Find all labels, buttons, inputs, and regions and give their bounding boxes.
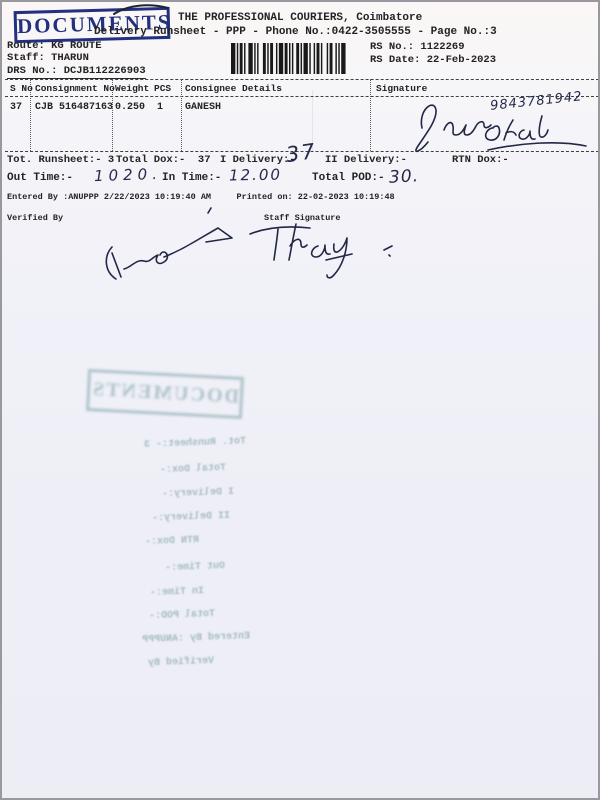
ii-delivery-label: II Delivery:-	[325, 154, 407, 166]
verified-by-signature	[90, 207, 260, 285]
staff-label: Staff: THARUN	[7, 52, 89, 64]
col-header-sno: S No	[10, 83, 33, 94]
bleedthrough-line: Total Dox:-	[159, 462, 227, 477]
i-delivery-label: I Delivery:-	[220, 154, 296, 166]
bleedthrough-line: Entered By :ANUPPP	[141, 631, 251, 646]
drs-number: DRS No.: DCJB112226903	[7, 65, 146, 79]
rs-number: RS No.: 1122269	[370, 41, 465, 53]
bleedthrough-line: II Delivery:-	[151, 510, 231, 525]
bleedthrough-line: Tot. Runsheet:- 3	[143, 436, 247, 451]
row-weight: 0.250	[115, 102, 146, 113]
col-header-consignee: Consignee Details	[185, 83, 282, 94]
bleedthrough-line: In Time:-	[149, 586, 205, 599]
col-header-weight: Weight	[115, 83, 150, 94]
rs-date: RS Date: 22-Feb-2023	[370, 54, 497, 66]
handwritten-i-delivery: 37	[284, 138, 319, 168]
handwritten-phone-number: 9843781942	[489, 89, 584, 114]
documents-stamp: DOCUMENTS	[14, 7, 171, 43]
bleedthrough-documents-stamp: DOCUMENTS	[86, 369, 244, 419]
route-label: Route: KG ROUTE	[7, 40, 102, 52]
bleedthrough-line: Total POD:-	[148, 608, 216, 623]
in-time-label: In Time:-	[162, 172, 222, 184]
bleedthrough-line: I Delivery:-	[161, 486, 235, 501]
runsheet-subtitle: Delivery Runsheet - PPP - Phone No.:0422-3505555 - Page No.:3	[94, 26, 497, 38]
col-header-consignment: Consignment No	[35, 83, 115, 94]
bleedthrough-line: RTN Dox:-	[144, 535, 200, 548]
staff-signature	[248, 220, 398, 280]
total-dox: Total Dox:- 37	[116, 154, 211, 166]
rtn-dox-label: RTN Dox:-	[452, 154, 509, 166]
row-consignee: GANESH	[185, 102, 222, 113]
row-sno: 37	[10, 102, 23, 113]
separator-top	[5, 79, 599, 80]
handwritten-out-time: 1020.	[93, 164, 163, 186]
pen-mark	[110, 2, 172, 18]
out-time-label: Out Time:-	[7, 172, 74, 184]
staff-signature-label: Staff Signature	[264, 213, 341, 223]
verified-by-label: Verified By	[7, 213, 64, 223]
handwritten-in-time: 12.00	[228, 165, 283, 185]
company-title: THE PROFESSIONAL COURIERS, Coimbatore	[178, 12, 423, 24]
entered-printed-line: Entered By :ANUPPP 2/22/2023 10:19:40 AM Printed on: 22-02-2023 10:19:48	[7, 192, 395, 202]
barcode-svg	[230, 43, 352, 74]
bleedthrough-line: Out Time:-	[164, 560, 226, 575]
column-divider	[370, 79, 371, 151]
total-runsheet: Tot. Runsheet:- 3	[7, 154, 115, 166]
column-divider	[181, 79, 182, 151]
row-consignment: CJB 516487163	[35, 102, 114, 113]
handwritten-total-pod: 30.	[388, 166, 420, 188]
row-pcs: 1	[157, 102, 164, 113]
bleedthrough-line: Verified By	[147, 655, 215, 670]
col-header-signature: Signature	[376, 83, 428, 94]
col-header-pcs: PCS	[154, 83, 172, 94]
total-pod-label: Total POD:-	[312, 172, 385, 184]
